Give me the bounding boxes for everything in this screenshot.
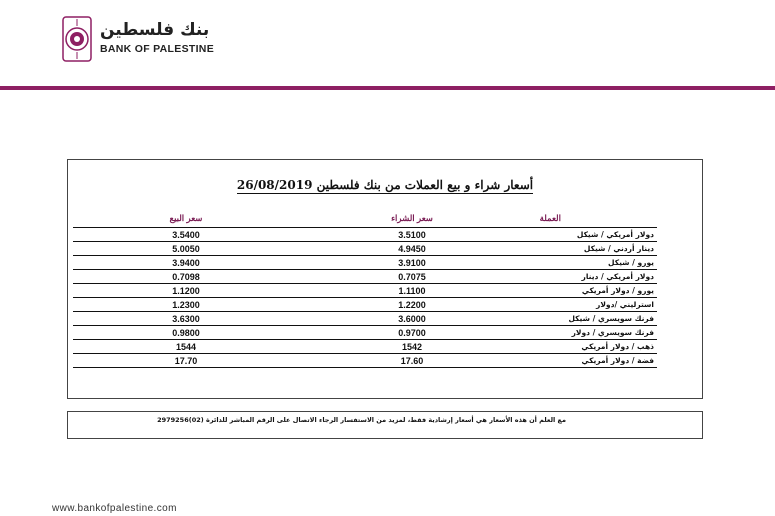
- currency-cell: فرنك سويسري / دولار: [525, 326, 657, 340]
- disclaimer-box: [67, 411, 703, 439]
- sell-rate-cell: 1.2300: [73, 298, 299, 312]
- bank-logo: [62, 16, 222, 68]
- buy-rate-cell: 0.7075: [299, 270, 525, 284]
- buy-rate-cell: 4.9450: [299, 242, 525, 256]
- buy-rate-cell: 0.9700: [299, 326, 525, 340]
- sell-rate-cell: 17.70: [73, 354, 299, 368]
- currency-cell: فرنك سويسري / شيكل: [525, 312, 657, 326]
- brand-divider: [0, 86, 775, 90]
- sell-rate-cell: 5.0050: [73, 242, 299, 256]
- column-header-currency: العملة: [525, 210, 657, 228]
- buy-rate-cell: 1542: [299, 340, 525, 354]
- currency-cell: دولار أمريكي / دينار: [525, 270, 657, 284]
- sell-rate-cell: 0.7098: [73, 270, 299, 284]
- bank-seal-icon: [62, 16, 92, 62]
- currency-cell: ذهب / دولار أمريكي: [525, 340, 657, 354]
- currency-cell: يورو / دولار أمريكي: [525, 284, 657, 298]
- sell-rate-cell: 0.9800: [73, 326, 299, 340]
- table-row: [73, 326, 657, 340]
- buy-rate-cell: 1.1100: [299, 284, 525, 298]
- table-row: [73, 284, 657, 298]
- currency-cell: فضة / دولار أمريكي: [525, 354, 657, 368]
- buy-rate-cell: 3.5100: [299, 228, 525, 242]
- sell-rate-cell: 3.6300: [73, 312, 299, 326]
- currency-cell: دينار أردني / شيكل: [525, 242, 657, 256]
- table-row: [73, 312, 657, 326]
- website-link[interactable]: www.bankofpalestine.com: [52, 503, 177, 514]
- buy-rate-cell: 1.2200: [299, 298, 525, 312]
- table-header-row: [73, 210, 657, 228]
- currency-cell: دولار أمريكي / شيكل: [525, 228, 657, 242]
- table-row: [73, 256, 657, 270]
- currency-cell: استرليني /دولار: [525, 298, 657, 312]
- table-row: [73, 270, 657, 284]
- table-row: [73, 298, 657, 312]
- buy-rate-cell: 17.60: [299, 354, 525, 368]
- buy-rate-cell: 3.6000: [299, 312, 525, 326]
- rates-table: [73, 210, 657, 368]
- buy-rate-cell: 3.9100: [299, 256, 525, 270]
- table-row: [73, 340, 657, 354]
- bank-name-english: BANK OF PALESTINE: [100, 43, 214, 55]
- sell-rate-cell: 1544: [73, 340, 299, 354]
- currency-cell: يورو / شيكل: [525, 256, 657, 270]
- rates-panel: [67, 159, 703, 399]
- bank-name-arabic: بنك فلسطين: [100, 20, 210, 40]
- table-row: [73, 354, 657, 368]
- sell-rate-cell: 1.1200: [73, 284, 299, 298]
- column-header-buy: سعر الشراء: [299, 210, 525, 228]
- sell-rate-cell: 3.5400: [73, 228, 299, 242]
- rates-title: أسعار شراء و بيع العملات من بنك فلسطين 26/08/2019: [236, 178, 534, 192]
- table-row: [73, 228, 657, 242]
- sell-rate-cell: 3.9400: [73, 256, 299, 270]
- disclaimer-text: مع العلم أن هذه الأسعار هي أسعار إرشادية فقط، لمزيد من الاستفسار الرجاء الاتصال على الرقم المباشر للدائرة (02)2979256: [157, 416, 566, 424]
- column-header-sell: سعر البيع: [73, 210, 299, 228]
- table-row: [73, 242, 657, 256]
